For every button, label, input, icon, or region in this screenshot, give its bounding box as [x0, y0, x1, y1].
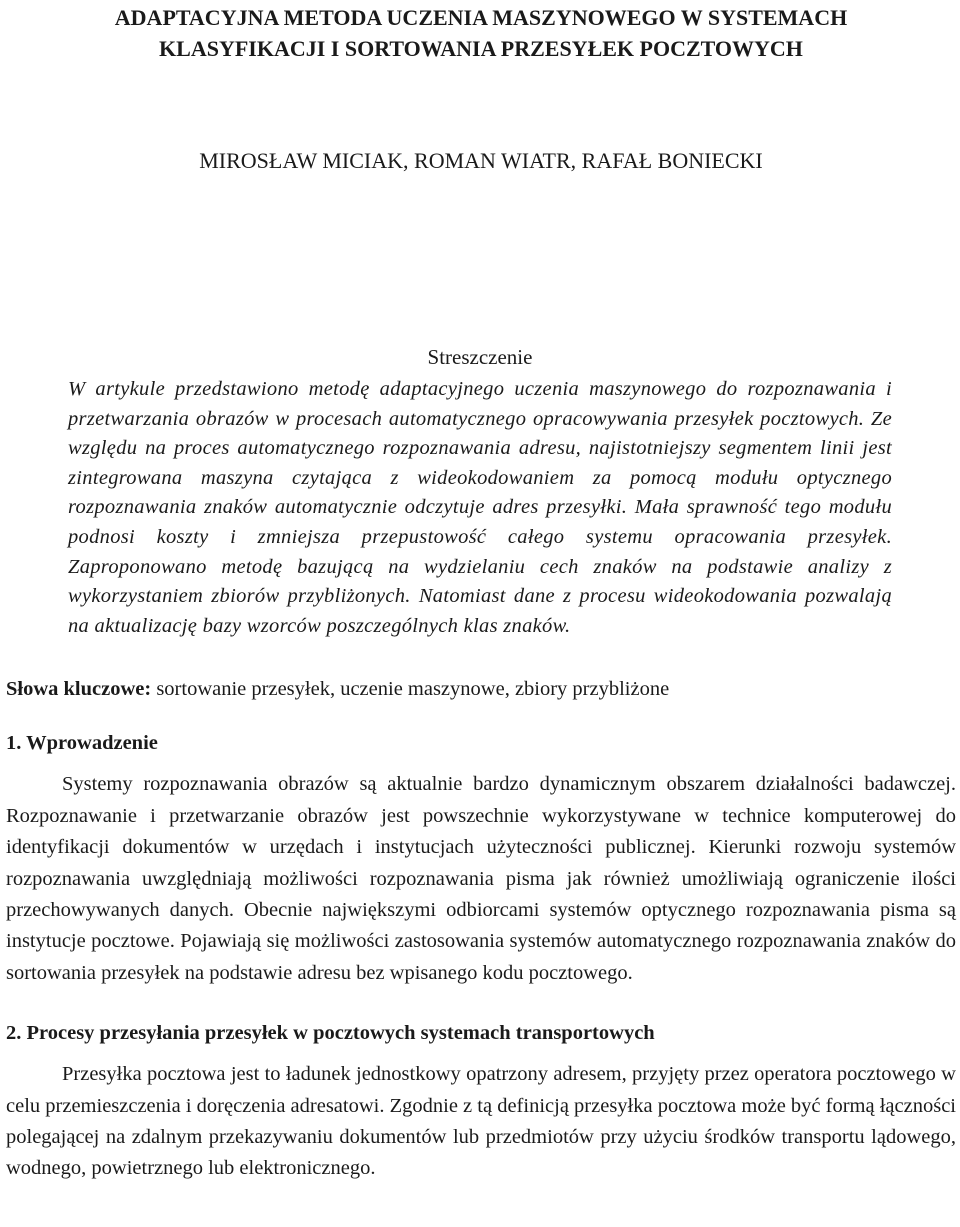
paper-title: [6, 0, 956, 64]
abstract-block: [6, 343, 956, 641]
keywords-line: [6, 675, 956, 703]
keywords-text: sortowanie przesyłek, uczenie maszynowe, zbiory przybliżone: [151, 678, 670, 701]
keywords-label: Słowa kluczowe:: [6, 678, 152, 701]
section-1-paragraph: Systemy rozpoznawania obrazów są aktualnie bardzo dynamicznym obszarem działalności badawczej. Rozpoznawanie i przetwarzanie obrazów jest powszechnie wykorzystywane w technice komputerowej do identyfikacji dokumentów w urzędach i instytucjach użyteczności publicznej. Kierunki rozwoju systemów rozpoznawania uwzględniają możliwości rozpoznawania pisma jak również umożliwiają ograniczenie ilości przechowywanych danych. Obecnie największymi odbiorcami systemów optycznego rozpoznawania pisma są instytucje pocztowe. Pojawiają się możliwości zastosowania systemów automatycznego rozpoznawania znaków do sortowania przesyłek na podstawie adresu bez wpisanego kodu pocztowego.: [6, 773, 956, 984]
section-1-heading: 1. Wprowadzenie: [6, 732, 158, 755]
abstract-text: W artykule przedstawiono metodę adaptacyjnego uczenia maszynowego do rozpoznawania i przetwarzania obrazów w procesach automatycznego opracowywania przesyłek pocztowych. Ze względu na proces automatycznego rozpoznawania adresu, najistotniejszy segmentem linii jest zintegrowana maszyna czytająca z wideokodowaniem za pomocą modułu optycznego rozpoznawania znaków automatycznie odczytuje adres przesyłki. Mała sprawność tego modułu podnosi koszty i zmniejsza przepustowość całego systemu opracowania przesyłek. Zaproponowano metodę bazującą na wydzielaniu cech znaków na podstawie analizy z wykorzystaniem zbiorów przybliżonych. Natomiast dane z procesu wideokodowania pozwalają na aktualizację bazy wzorców poszczególnych klas znaków.: [68, 378, 892, 637]
paper-title-line-1: ADAPTACYJNA METODA UCZENIA MASZYNOWEGO W SYSTEMACH: [114, 5, 848, 30]
paper-authors: MIROSŁAW MICIAK, ROMAN WIATR, RAFAŁ BONIECKI: [199, 148, 763, 173]
section-2-paragraph: Przesyłka pocztowa jest to ładunek jednostkowy opatrzony adresem, przyjęty przez operatora pocztowego w celu przemieszczenia i doręczenia adresatowi. Zgodnie z tą definicją przesyłka pocztowa może być formą łączności polegającej na zdalnym przekazywaniu dokumentów lub przedmiotów przy użyciu środków transportu lądowego, wodnego, powietrznego lub elektronicznego.: [6, 1063, 956, 1180]
paper-title-line-2: KLASYFIKACJI I SORTOWANIA PRZESYŁEK POCZTOWYCH: [159, 36, 803, 61]
abstract-heading: Streszczenie: [427, 345, 533, 369]
section-2-heading: 2. Procesy przesyłania przesyłek w pocztowych systemach transportowych: [6, 1022, 655, 1045]
